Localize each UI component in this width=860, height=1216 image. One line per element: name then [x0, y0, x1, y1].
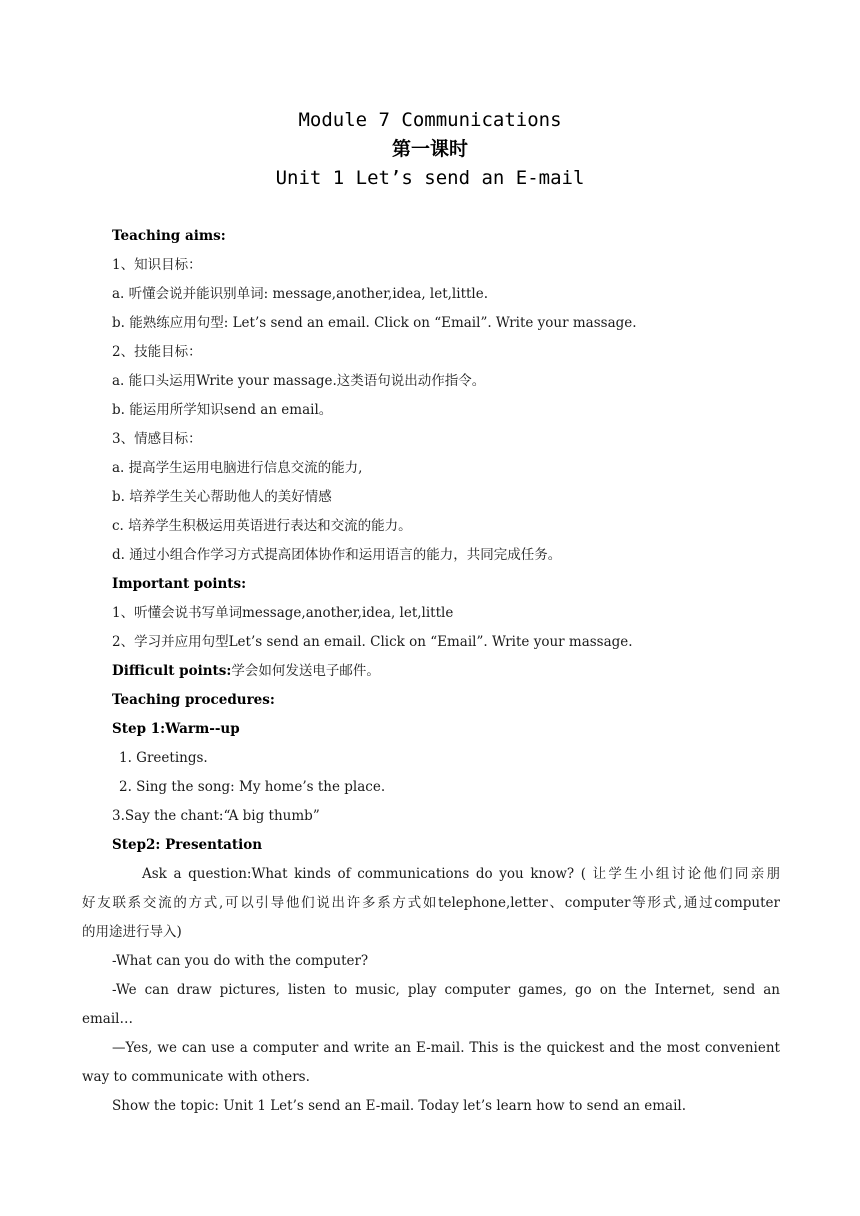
difficult-points-text: 学会如何发送电子邮件。: [231, 663, 380, 679]
emotion-aim-b: b. 培养学生关心帮助他人的美好情感: [112, 489, 332, 505]
dialogue-question: -What can you do with the computer?: [112, 953, 369, 969]
emotion-aim-a: a. 提高学生运用电脑进行信息交流的能力,: [112, 460, 363, 476]
important-point-1: 1、听懂会说书写单词message,another,idea, let,little: [112, 605, 454, 621]
step2-paragraph-line-3: 的用途进行导入): [82, 924, 182, 940]
unit-title: Unit 1 Let’s send an E-mail: [275, 167, 585, 189]
skill-aim-a: a. 能口头运用Write your massage.这类语句说出动作指令。: [112, 373, 486, 389]
difficult-points-label: Difficult points:: [112, 663, 232, 679]
dialogue-answer-2-line-2: way to communicate with others.: [82, 1069, 310, 1085]
procedures-heading: Teaching procedures:: [112, 692, 275, 708]
dialogue-answer-1-line-2: email…: [82, 1011, 133, 1027]
step1-item-3: 3.Say the chant:“A big thumb”: [112, 808, 320, 824]
knowledge-aims-heading: 1、知识目标：: [112, 257, 202, 273]
dialogue-answer-1-line-1: -We can draw pictures, listen to music, play computer games, go on the Internet, send an: [112, 982, 780, 998]
teaching-aims-heading: Teaching aims:: [112, 228, 226, 244]
difficult-points: [82, 657, 780, 686]
module-title: Module 7 Communications: [298, 109, 562, 131]
step2-paragraph-line-1: Ask a question:What kinds of communications do you know? ( 让学生小组讨论他们同亲朋: [142, 866, 780, 882]
lesson-title: 第一课时: [391, 138, 468, 160]
important-point-2: 2、学习并应用句型Let’s send an email. Click on “Email”. Write your massage.: [112, 634, 633, 650]
skill-aims-heading: 2、技能目标：: [112, 344, 202, 360]
emotion-aims-heading: 3、情感目标：: [112, 431, 202, 447]
step1-item-1: 1. Greetings.: [119, 750, 208, 766]
important-points-heading: Important points:: [112, 576, 247, 592]
knowledge-aim-b: b. 能熟练应用句型: Let’s send an email. Click on “Email”. Write your massage.: [112, 315, 637, 331]
step1-heading: Step 1:Warm--up: [112, 721, 240, 737]
document-body: [82, 222, 780, 1121]
step2-paragraph-line-2: 好友联系交流的方式,可以引导他们说出许多系方式如telephone,letter、computer等形式,通过computer: [82, 895, 780, 911]
title-block: [0, 106, 860, 193]
knowledge-aim-a: a. 听懂会说并能识别单词: message,another,idea, let,little.: [112, 286, 489, 302]
emotion-aim-c: c. 培养学生积极运用英语进行表达和交流的能力。: [112, 518, 412, 534]
step1-item-2: 2. Sing the song: My home’s the place.: [119, 779, 386, 795]
emotion-aim-d: d. 通过小组合作学习方式提高团体协作和运用语言的能力，共同完成任务。: [112, 547, 562, 563]
show-topic: Show the topic: Unit 1 Let’s send an E-mail. Today let’s learn how to send an email.: [112, 1098, 687, 1114]
step2-heading: Step2: Presentation: [112, 837, 263, 853]
skill-aim-b: b. 能运用所学知识send an email。: [112, 402, 333, 418]
dialogue-answer-2-line-1: —Yes, we can use a computer and write an E-mail. This is the quickest and the most convenient: [112, 1040, 780, 1056]
